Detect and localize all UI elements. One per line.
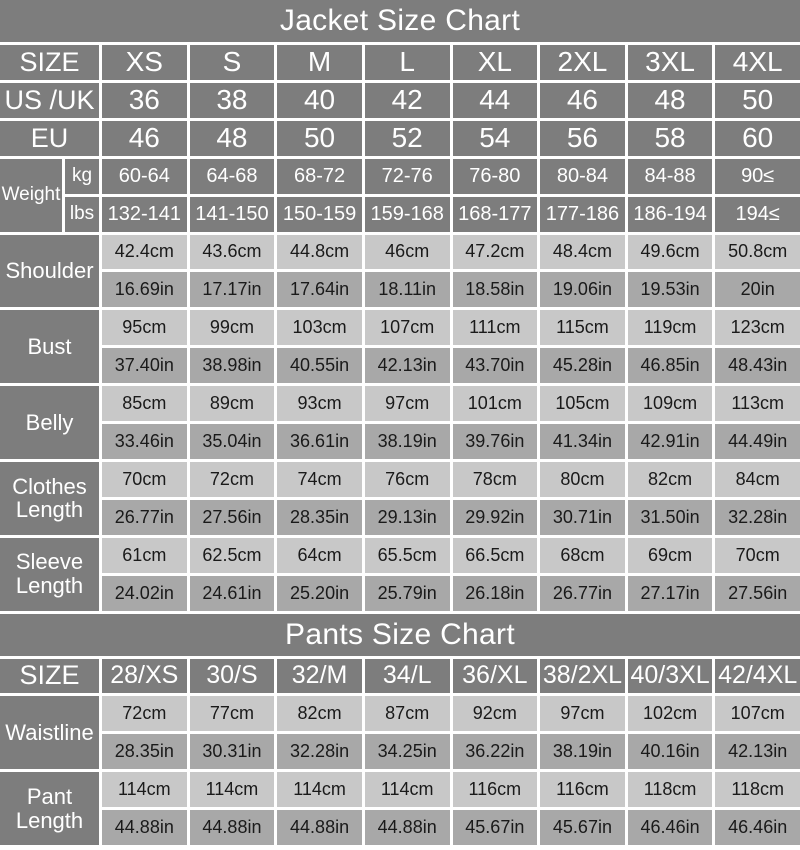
belly-in-cell: 38.19in xyxy=(365,424,450,459)
belly-cm-cell: 101cm xyxy=(453,386,538,421)
pant-length-cm-cell: 118cm xyxy=(628,772,713,807)
pant-length-in-cell: 46.46in xyxy=(715,810,800,845)
weight-kg-cell: 90≤ xyxy=(715,159,800,194)
sleeve-length-in-cell: 27.17in xyxy=(628,576,713,611)
clothes-length-in-cell: 31.50in xyxy=(628,500,713,535)
waistline-cm-cell: 77cm xyxy=(190,696,275,731)
clothes-length-cm-cell: 70cm xyxy=(102,462,187,497)
sleeve-length-cm-cell: 65.5cm xyxy=(365,538,450,573)
sleeve-length-label: Sleeve Length xyxy=(0,538,99,611)
belly-cm-cell: 109cm xyxy=(628,386,713,421)
pants-size-cell: 38/2XL xyxy=(540,659,625,694)
bust-cm-cell: 115cm xyxy=(540,310,625,345)
belly-in-cell: 44.49in xyxy=(715,424,800,459)
clothes-length-in-cell: 30.71in xyxy=(540,500,625,535)
clothes-length-cm-cell: 78cm xyxy=(453,462,538,497)
weight-kg-cell: 80-84 xyxy=(540,159,625,194)
usuk-size-cell: 38 xyxy=(190,83,275,118)
weight-kg-cell: 84-88 xyxy=(628,159,713,194)
clothes-length-cm-cell: 80cm xyxy=(540,462,625,497)
sleeve-length-cm-cell: 61cm xyxy=(102,538,187,573)
waistline-in-cell: 42.13in xyxy=(715,734,800,769)
bust-in-cell: 46.85in xyxy=(628,348,713,383)
sleeve-length-in-cell: 25.20in xyxy=(277,576,362,611)
shoulder-cm-cell: 48.4cm xyxy=(540,235,625,270)
pants-size-cell: 42/4XL xyxy=(715,659,800,694)
usuk-size-cell: 42 xyxy=(365,83,450,118)
pants-size-cell: 30/S xyxy=(190,659,275,694)
usuk-size-cell: 46 xyxy=(540,83,625,118)
bust-in-cell: 48.43in xyxy=(715,348,800,383)
bust-in-cell: 43.70in xyxy=(453,348,538,383)
waistline-cm-cell: 92cm xyxy=(453,696,538,731)
pant-length-label: Pant Length xyxy=(0,772,99,845)
belly-in-cell: 36.61in xyxy=(277,424,362,459)
pant-length-in-cell: 44.88in xyxy=(190,810,275,845)
usuk-size-cell: 48 xyxy=(628,83,713,118)
lbs-label: lbs xyxy=(65,197,99,232)
usuk-size-cell: 40 xyxy=(277,83,362,118)
clothes-length-cm-cell: 82cm xyxy=(628,462,713,497)
bust-cm-cell: 123cm xyxy=(715,310,800,345)
waistline-cm-cell: 97cm xyxy=(540,696,625,731)
sleeve-length-cm-cell: 68cm xyxy=(540,538,625,573)
waistline-in-cell: 32.28in xyxy=(277,734,362,769)
pant-length-cm-cell: 116cm xyxy=(453,772,538,807)
pant-length-in-cell: 44.88in xyxy=(365,810,450,845)
clothes-length-in-cell: 29.13in xyxy=(365,500,450,535)
pant-length-cm-cell: 116cm xyxy=(540,772,625,807)
kg-label: kg xyxy=(65,159,99,194)
pants-size-cell: 32/M xyxy=(277,659,362,694)
pant-length-in-cell: 46.46in xyxy=(628,810,713,845)
usuk-size-cell: 36 xyxy=(102,83,187,118)
sleeve-length-cm-cell: 66.5cm xyxy=(453,538,538,573)
waistline-in-cell: 36.22in xyxy=(453,734,538,769)
jacket-size-cell: 2XL xyxy=(540,45,625,80)
clothes-length-cm-cell: 84cm xyxy=(715,462,800,497)
weight-kg-cell: 72-76 xyxy=(365,159,450,194)
clothes-length-in-cell: 27.56in xyxy=(190,500,275,535)
sleeve-length-in-cell: 27.56in xyxy=(715,576,800,611)
bust-label: Bust xyxy=(0,310,99,383)
clothes-length-in-cell: 28.35in xyxy=(277,500,362,535)
waistline-label: Waistline xyxy=(0,696,99,769)
pant-length-in-cell: 45.67in xyxy=(453,810,538,845)
shoulder-in-cell: 20in xyxy=(715,272,800,307)
shoulder-in-cell: 19.53in xyxy=(628,272,713,307)
pants-size-cell: 34/L xyxy=(365,659,450,694)
weight-kg-cell: 60-64 xyxy=(102,159,187,194)
weight-lbs-cell: 159-168 xyxy=(365,197,450,232)
bust-cm-cell: 111cm xyxy=(453,310,538,345)
shoulder-in-cell: 17.64in xyxy=(277,272,362,307)
bust-cm-cell: 119cm xyxy=(628,310,713,345)
weight-lbs-cell: 150-159 xyxy=(277,197,362,232)
shoulder-in-cell: 16.69in xyxy=(102,272,187,307)
bust-cm-cell: 103cm xyxy=(277,310,362,345)
weight-lbs-cell: 194≤ xyxy=(715,197,800,232)
pant-length-cm-cell: 118cm xyxy=(715,772,800,807)
shoulder-cm-cell: 46cm xyxy=(365,235,450,270)
sleeve-length-in-cell: 24.61in xyxy=(190,576,275,611)
clothes-length-label: Clothes Length xyxy=(0,462,99,535)
jacket-size-label: SIZE xyxy=(0,45,99,80)
pants-chart-title: Pants Size Chart xyxy=(0,614,800,656)
jacket-size-cell: S xyxy=(190,45,275,80)
jacket-size-cell: 4XL xyxy=(715,45,800,80)
jacket-size-cell: L xyxy=(365,45,450,80)
eu-size-cell: 58 xyxy=(628,121,713,156)
pant-length-cm-cell: 114cm xyxy=(277,772,362,807)
clothes-length-cm-cell: 74cm xyxy=(277,462,362,497)
belly-in-cell: 41.34in xyxy=(540,424,625,459)
sleeve-length-cm-cell: 69cm xyxy=(628,538,713,573)
sleeve-length-cm-cell: 64cm xyxy=(277,538,362,573)
belly-label: Belly xyxy=(0,386,99,459)
bust-cm-cell: 99cm xyxy=(190,310,275,345)
bust-cm-cell: 95cm xyxy=(102,310,187,345)
waistline-in-cell: 30.31in xyxy=(190,734,275,769)
belly-in-cell: 35.04in xyxy=(190,424,275,459)
belly-cm-cell: 89cm xyxy=(190,386,275,421)
shoulder-cm-cell: 49.6cm xyxy=(628,235,713,270)
bust-in-cell: 38.98in xyxy=(190,348,275,383)
weight-lbs-cell: 186-194 xyxy=(628,197,713,232)
eu-size-cell: 56 xyxy=(540,121,625,156)
shoulder-cm-cell: 44.8cm xyxy=(277,235,362,270)
belly-cm-cell: 113cm xyxy=(715,386,800,421)
weight-label: Weight xyxy=(0,159,62,232)
eu-size-cell: 54 xyxy=(453,121,538,156)
shoulder-in-cell: 18.58in xyxy=(453,272,538,307)
eu-size-cell: 48 xyxy=(190,121,275,156)
bust-in-cell: 40.55in xyxy=(277,348,362,383)
sleeve-length-cm-cell: 70cm xyxy=(715,538,800,573)
pant-length-cm-cell: 114cm xyxy=(365,772,450,807)
pants-size-cell: 40/3XL xyxy=(628,659,713,694)
sleeve-length-cm-cell: 62.5cm xyxy=(190,538,275,573)
bust-in-cell: 37.40in xyxy=(102,348,187,383)
waistline-in-cell: 34.25in xyxy=(365,734,450,769)
pants-size-cell: 36/XL xyxy=(453,659,538,694)
weight-kg-cell: 64-68 xyxy=(190,159,275,194)
jacket-usuk-label: US /UK xyxy=(0,83,99,118)
eu-size-cell: 50 xyxy=(277,121,362,156)
belly-cm-cell: 97cm xyxy=(365,386,450,421)
waistline-in-cell: 40.16in xyxy=(628,734,713,769)
belly-cm-cell: 105cm xyxy=(540,386,625,421)
bust-cm-cell: 107cm xyxy=(365,310,450,345)
weight-lbs-cell: 141-150 xyxy=(190,197,275,232)
sleeve-length-in-cell: 25.79in xyxy=(365,576,450,611)
weight-lbs-cell: 177-186 xyxy=(540,197,625,232)
weight-kg-cell: 68-72 xyxy=(277,159,362,194)
jacket-size-cell: M xyxy=(277,45,362,80)
eu-size-cell: 60 xyxy=(715,121,800,156)
jacket-chart-title: Jacket Size Chart xyxy=(0,0,800,42)
belly-cm-cell: 85cm xyxy=(102,386,187,421)
waistline-in-cell: 38.19in xyxy=(540,734,625,769)
bust-in-cell: 42.13in xyxy=(365,348,450,383)
weight-kg-cell: 76-80 xyxy=(453,159,538,194)
belly-in-cell: 39.76in xyxy=(453,424,538,459)
sleeve-length-in-cell: 26.77in xyxy=(540,576,625,611)
waistline-cm-cell: 102cm xyxy=(628,696,713,731)
waistline-cm-cell: 72cm xyxy=(102,696,187,731)
clothes-length-cm-cell: 72cm xyxy=(190,462,275,497)
shoulder-in-cell: 19.06in xyxy=(540,272,625,307)
clothes-length-cm-cell: 76cm xyxy=(365,462,450,497)
usuk-size-cell: 50 xyxy=(715,83,800,118)
shoulder-cm-cell: 43.6cm xyxy=(190,235,275,270)
pants-size-cell: 28/XS xyxy=(102,659,187,694)
pant-length-in-cell: 44.88in xyxy=(102,810,187,845)
clothes-length-in-cell: 32.28in xyxy=(715,500,800,535)
waistline-cm-cell: 82cm xyxy=(277,696,362,731)
belly-in-cell: 42.91in xyxy=(628,424,713,459)
eu-size-cell: 46 xyxy=(102,121,187,156)
clothes-length-in-cell: 26.77in xyxy=(102,500,187,535)
waistline-in-cell: 28.35in xyxy=(102,734,187,769)
shoulder-cm-cell: 42.4cm xyxy=(102,235,187,270)
shoulder-in-cell: 18.11in xyxy=(365,272,450,307)
shoulder-in-cell: 17.17in xyxy=(190,272,275,307)
bust-in-cell: 45.28in xyxy=(540,348,625,383)
clothes-length-in-cell: 29.92in xyxy=(453,500,538,535)
sleeve-length-in-cell: 26.18in xyxy=(453,576,538,611)
shoulder-label: Shoulder xyxy=(0,235,99,308)
jacket-size-cell: XL xyxy=(453,45,538,80)
pant-length-cm-cell: 114cm xyxy=(102,772,187,807)
belly-in-cell: 33.46in xyxy=(102,424,187,459)
shoulder-cm-cell: 47.2cm xyxy=(453,235,538,270)
jacket-size-cell: 3XL xyxy=(628,45,713,80)
usuk-size-cell: 44 xyxy=(453,83,538,118)
weight-lbs-cell: 132-141 xyxy=(102,197,187,232)
waistline-cm-cell: 107cm xyxy=(715,696,800,731)
jacket-eu-label: EU xyxy=(0,121,99,156)
sleeve-length-in-cell: 24.02in xyxy=(102,576,187,611)
pant-length-in-cell: 44.88in xyxy=(277,810,362,845)
pant-length-in-cell: 45.67in xyxy=(540,810,625,845)
jacket-size-cell: XS xyxy=(102,45,187,80)
weight-lbs-cell: 168-177 xyxy=(453,197,538,232)
belly-cm-cell: 93cm xyxy=(277,386,362,421)
pants-size-label: SIZE xyxy=(0,659,99,694)
eu-size-cell: 52 xyxy=(365,121,450,156)
waistline-cm-cell: 87cm xyxy=(365,696,450,731)
shoulder-cm-cell: 50.8cm xyxy=(715,235,800,270)
pant-length-cm-cell: 114cm xyxy=(190,772,275,807)
